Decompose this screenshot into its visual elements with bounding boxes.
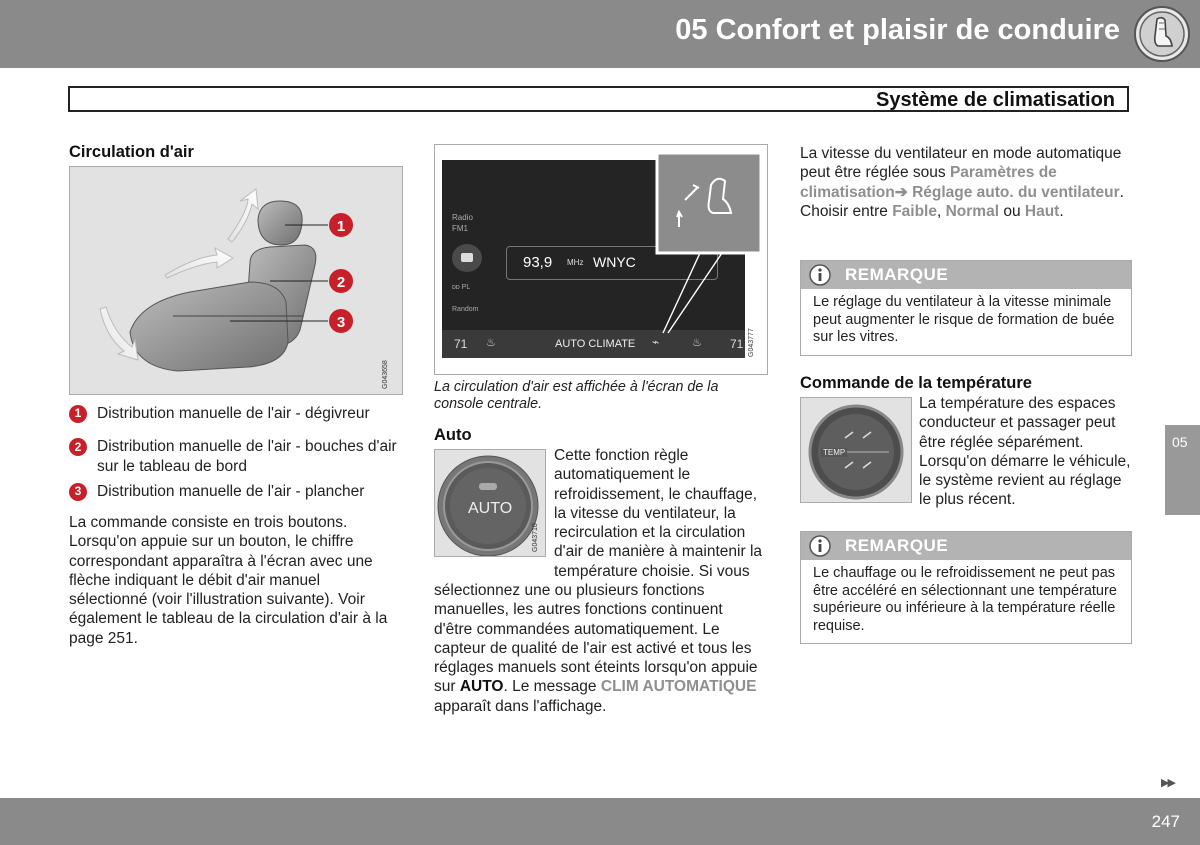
note-header: [801, 261, 1131, 289]
note-text: Le chauffage ou le refroidissement ne peut pas être accéléré en sélectionnant une température supérieure ou inférieure à la température réelle requise.: [813, 565, 1117, 634]
section-title: Système de climatisation: [876, 89, 1115, 111]
frequency-unit: MHz: [567, 258, 584, 267]
option-haut: Haut: [1024, 202, 1060, 220]
temp-knob-figure: [800, 397, 912, 503]
legend-item: [69, 482, 404, 501]
station-name: WNYC: [593, 254, 636, 270]
chapter-title: 05 Confort et plaisir de conduire: [675, 14, 1120, 46]
seat-airflow-figure: [69, 166, 403, 395]
note-box-2: [800, 531, 1132, 644]
heading-temperature: Commande de la température: [800, 374, 1032, 392]
air-circulation-paragraph: La commande consiste en trois boutons. Lorsqu'on appuie sur un bouton, le chiffre correspondant apparaîtra à l'écran avec une flèche indiquant le débit d'air manuel sélectionné (voir l'illustration suivante). Voir également le tableau de la circulation d'air à la page 251.: [69, 514, 388, 647]
option-normal: Normal: [945, 202, 1000, 220]
fan-text: . Choisir entre: [800, 183, 1124, 220]
figure-code: G043658: [382, 360, 389, 389]
heading-auto: Auto: [434, 426, 472, 444]
seat-heat-right-icon: ♨: [692, 337, 702, 349]
note-box-1: [800, 260, 1132, 356]
legend-badge: 2: [69, 438, 87, 456]
chapter-side-tab-label: 05: [1172, 434, 1188, 450]
legend-text: Distribution manuelle de l'air - dégivreur: [97, 405, 370, 422]
figure-code: G043777: [748, 328, 755, 357]
legend-list: [69, 404, 404, 501]
page-number: 247: [1151, 812, 1180, 831]
auto-text-part: . Le message: [503, 678, 597, 696]
legend-text: Distribution manuelle de l'air - plancher: [97, 482, 365, 500]
callout-1: 1: [336, 218, 346, 235]
heading-air-circulation: Circulation d'air: [69, 143, 194, 161]
menu-path-2: Réglage auto. du ventilateur: [912, 183, 1120, 201]
legend-text: Distribution manuelle de l'air - bouches d'air sur le tableau de bord: [97, 438, 397, 475]
auto-button-label: AUTO: [468, 500, 513, 517]
temp-knob-label: TEMP: [823, 448, 846, 457]
auto-text-full: [434, 581, 764, 716]
info-icon: [809, 535, 831, 557]
fan-text: La vitesse du ventilateur en mode automatique peut être réglée sous: [800, 145, 1122, 182]
legend-badge: 3: [69, 483, 87, 501]
note-title: REMARQUE: [845, 265, 949, 284]
pl-label: ᴅᴅ PL: [452, 284, 471, 291]
callout-3: 3: [336, 314, 346, 331]
seat-icon: [1133, 5, 1191, 63]
screen-caption: La circulation d'air est affichée à l'écran de la console centrale.: [434, 379, 719, 412]
option-faible: Faible: [892, 202, 937, 220]
legend-item: [69, 437, 404, 476]
figure-code: G043710: [532, 523, 539, 552]
auto-button-figure: [434, 449, 546, 557]
radio-label: Radio: [452, 213, 473, 222]
temp-left: 71: [454, 337, 468, 351]
auto-text-wrapped: Cette fonction règle automatiquement le refroidissement, le chauffage, la vitesse du ventilateur, la recirculation et la circulation d'air de manière à maintenir la température choisie. Si vous: [554, 447, 763, 580]
note-text: Le réglage du ventilateur à la vitesse minimale peut augmenter le risque de formation de buée sur les vitres.: [813, 294, 1115, 345]
info-icon: [809, 264, 831, 286]
auto-text-part: sélectionnez une ou plusieurs fonctions manuelles, les autres fonctions continuent d'être commandées automatiquement. Le capteur de qualité de l'air est activé et tous les réglages manuels sont éteints lorsqu'on appuie sur: [434, 582, 758, 696]
footer-band: [0, 798, 1200, 845]
auto-text-part: apparaît dans l'affichage.: [434, 697, 607, 715]
console-screen-figure: [434, 144, 768, 375]
random-label: Random: [452, 306, 479, 313]
auto-climate-label: AUTO CLIMATE: [555, 338, 636, 350]
fan-speed-paragraph: [800, 144, 1130, 221]
callout-zoom: [435, 145, 767, 374]
auto-keyword: AUTO: [459, 678, 504, 696]
note-header: [801, 532, 1131, 560]
legend-item: [69, 404, 404, 423]
menu-path-1: Paramètres de climatisation: [800, 164, 1057, 201]
seat-heat-left-icon: ♨: [486, 337, 496, 349]
temp-right: 71: [730, 337, 744, 351]
callout-2: 2: [336, 274, 346, 291]
clim-automatique-message: CLIM AUTOMATIQUE: [600, 678, 757, 696]
frequency: 93,9: [523, 254, 553, 271]
fan-text: ,: [936, 202, 942, 220]
fan-text: ou: [1003, 202, 1021, 220]
band-label: FM1: [452, 224, 468, 233]
temperature-paragraph: La température des espaces conducteur et passager peut être réglée séparément. Lorsqu'on démarre le véhicule, le système revient au réglage le plus récent.: [919, 395, 1131, 509]
double-chevron-right-icon: ▶▶: [1161, 777, 1174, 789]
section-header-box: [68, 86, 1129, 112]
arrow-right-icon: ➔: [894, 183, 908, 201]
fan-text: .: [1059, 202, 1064, 220]
legend-badge: 1: [69, 405, 87, 423]
airflow-seat-icon: ⌁: [652, 335, 660, 349]
note-title: REMARQUE: [845, 536, 949, 555]
